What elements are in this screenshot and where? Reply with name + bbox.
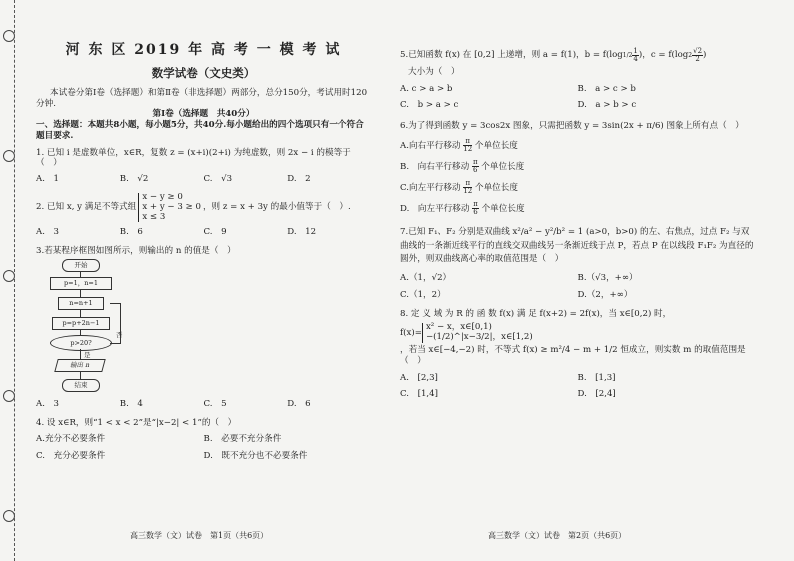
q7-options-row2: [400, 290, 755, 301]
denominator: 12: [463, 144, 473, 153]
option-text: D. 向左平行移动: [400, 203, 470, 214]
q6-options: [400, 138, 755, 216]
numerator: 1: [633, 47, 638, 55]
flow-arrow: [80, 309, 81, 317]
question-2: [36, 193, 371, 223]
option-text: A.向右平行移动: [400, 140, 461, 151]
question-4: 4. 设 x∈R，则“1 < x < 2”是“|x−2| < 1”的（ ）: [36, 417, 237, 428]
flow-no-label: 否: [116, 330, 123, 339]
flow-arrow: [80, 349, 81, 359]
option-b: [400, 159, 755, 174]
option-text: B. 向右平行移动: [400, 161, 470, 172]
denominator: 6: [473, 207, 478, 216]
option-text: 个单位长度: [474, 182, 518, 193]
q7-options-row1: [400, 273, 755, 284]
binding-margin: [0, 0, 22, 561]
inequality: x + y − 3 ≥ 0: [142, 201, 201, 212]
option-b: B. 6: [119, 227, 143, 238]
numerator: π: [473, 199, 478, 208]
option-b: B. a > c > b: [577, 83, 636, 94]
question-3: 3.若某程序框图如图所示，则输出的 n 的值是（ ）: [36, 246, 236, 257]
fraction: [463, 180, 472, 195]
option-b: B. 4: [119, 398, 143, 409]
option-d: D. [2,4]: [577, 389, 616, 400]
volume-heading: 第Ⅰ卷（选择题 共40分）: [152, 109, 255, 120]
denominator: 12: [463, 186, 473, 195]
option-d: D. 既不充分也不必要条件: [203, 451, 308, 462]
option-d: [400, 201, 755, 216]
flow-init: p=1，n=1: [50, 277, 112, 290]
fraction: [692, 48, 703, 63]
option-c: C.（1，2）: [400, 289, 446, 300]
denominator: 6: [473, 165, 478, 174]
q8-options-row1: [400, 373, 755, 384]
piecewise-brace: [422, 323, 533, 343]
option-b: B.（√3，+∞）: [577, 273, 638, 284]
q4-options-row1: [36, 434, 371, 445]
option-d: D. 6: [287, 398, 311, 409]
q5-stem-a: 5.已知函数 f(x) 在 [0,2] 上递增，则 a = f(1)，b = f(log: [400, 50, 623, 61]
option-d: D.（2，+∞）: [577, 289, 633, 300]
option-c: C. √3: [203, 174, 233, 185]
option-c: C. 充分必要条件: [36, 451, 106, 462]
option-c: C. b > a > c: [400, 100, 459, 111]
flow-step2: p=p+2n−1: [52, 317, 110, 330]
fraction: [463, 138, 472, 153]
fx-label: f(x)=: [400, 327, 422, 338]
option-c: C. [1,4]: [400, 389, 438, 400]
binding-line: [14, 0, 15, 561]
option-d: D. 2: [287, 174, 311, 185]
q5-stem-c: )，c = f(log: [638, 50, 689, 61]
q2-stem-a: 2. 已知 x, y 满足不等式组: [36, 202, 137, 213]
q5-options-row1: [400, 84, 755, 95]
option-text: 个单位长度: [481, 203, 525, 214]
denominator: 2: [695, 55, 700, 63]
option-a: [400, 138, 755, 153]
option-c: C. 5: [203, 398, 227, 409]
log-base: 1/2: [622, 51, 633, 59]
option-a: A.充分不必要条件: [36, 434, 106, 445]
log-base: 2: [688, 51, 693, 59]
flow-step1: n=n+1: [58, 297, 104, 310]
option-text: 个单位长度: [481, 161, 525, 172]
flow-arrow: [80, 371, 81, 379]
footer-left: 高三数学（文）试卷 第1页（共6页）: [130, 531, 269, 540]
numerator: π: [472, 157, 478, 166]
fraction: [472, 201, 479, 216]
denominator: 4: [633, 55, 638, 63]
option-text: 个单位长度: [474, 140, 518, 151]
right-column: [400, 48, 755, 400]
left-column: [36, 42, 371, 462]
option-d: D. 12: [287, 227, 317, 238]
numerator: π: [463, 180, 472, 188]
option-d: D. a > b > c: [577, 100, 637, 111]
exam-subtitle: 数学试卷（文史类）: [151, 65, 256, 80]
question-6: 6.为了得到函数 y = 3cos2x 图象，只需把函数 y = 3sin(2x + π/6) 图象上所有点（ ）: [400, 121, 744, 132]
option-a: A. 3: [36, 227, 59, 238]
question-8: 8. 定 义 域 为 R 的 函 数 f(x) 满 足 f(x+2) = 2f(x)，当 x∈[0,2) 时，: [400, 308, 672, 319]
q8-stem-b: ，若当 x∈[−4,−2) 时，不等式 f(x) ≥ m²/4 − m + 1/2 恒成立，则实数 m 的取值范围是（ ）: [400, 345, 746, 366]
q5-options-row2: [400, 100, 755, 111]
inequality-system: [138, 193, 201, 223]
flow-arrow: [80, 289, 81, 297]
q5-stem-e: 大小为（ ）: [408, 67, 460, 77]
exam-intro: 本试卷分第Ⅰ卷（选择题）和第Ⅱ卷（非选择题）两部分，总分150分，考试用时120分钟.: [36, 87, 368, 109]
question-1: 1. 已知 i 是虚数单位，x∈R，复数 z = (x+i)(2+i) 为纯虚数，则 2x − i 的模等于（ ）: [36, 147, 351, 169]
flow-yes-label: 是: [84, 350, 91, 359]
q1-options: [36, 174, 371, 185]
option-a: A. 1: [36, 174, 59, 185]
piece: −(1/2)^|x−3/2|，x∈[1,2): [425, 332, 533, 343]
flowchart: [42, 257, 152, 427]
option-c: C. 9: [203, 227, 227, 238]
option-a: A. c > a > b: [400, 83, 453, 94]
numerator: √2: [693, 47, 703, 55]
option-b: B. 必要不充分条件: [203, 434, 282, 445]
q2-options: [36, 227, 371, 238]
flow-arrow: [80, 329, 81, 335]
question-5: [400, 48, 755, 63]
flow-loop-line: [110, 303, 121, 344]
flow-end: 结束: [62, 379, 100, 392]
exam-title: 河 东 区 2019 年 高 考 一 模 考 试: [65, 42, 342, 58]
q5-stem-d: ): [703, 50, 707, 61]
q8-piecewise: [400, 323, 755, 343]
flow-condition: p>20?: [50, 335, 112, 351]
flow-output: 输出 n: [54, 359, 105, 372]
footer-right: 高三数学（文）试卷 第2页（共6页）: [488, 531, 627, 540]
q8-options-row2: [400, 389, 755, 400]
q4-options-row2: [36, 451, 371, 462]
numerator: π: [463, 138, 472, 146]
question-7: 7.已知 F₁、F₂ 分别是双曲线 x²/a² − y²/b² = 1 (a>0，b>0) 的左、右焦点，过点 F₂ 与双曲线的一条渐近线平行的直线交双曲线另一条渐近线于点 P，若点 P 在以线段 F₁F₂ 为直径的圆外，则双曲线离心率的取值范围是（ ）: [400, 226, 754, 265]
option-b: B. [1,3]: [577, 372, 616, 383]
option-c: [400, 180, 755, 195]
option-a: A. 3: [36, 398, 59, 409]
q2-stem-b: ，则 z = x + 3y 的最小值等于（ ）.: [202, 202, 351, 213]
piece: x² − x，x∈[0,1): [425, 322, 492, 333]
option-text: C.向左平行移动: [400, 182, 461, 193]
option-b: B. √2: [119, 174, 149, 185]
option-a: A.（1，√2）: [400, 273, 452, 284]
option-a: A. [2,3]: [400, 372, 438, 383]
section-heading: 一、选择题：本题共8小题，每小题5分，共40分.每小题给出的四个选项只有一个符合题目要求.: [36, 120, 364, 141]
inequality: x ≤ 3: [142, 211, 166, 222]
flow-start: 开始: [62, 259, 100, 272]
inequality: x − y ≥ 0: [142, 191, 183, 202]
fraction: [472, 159, 479, 174]
